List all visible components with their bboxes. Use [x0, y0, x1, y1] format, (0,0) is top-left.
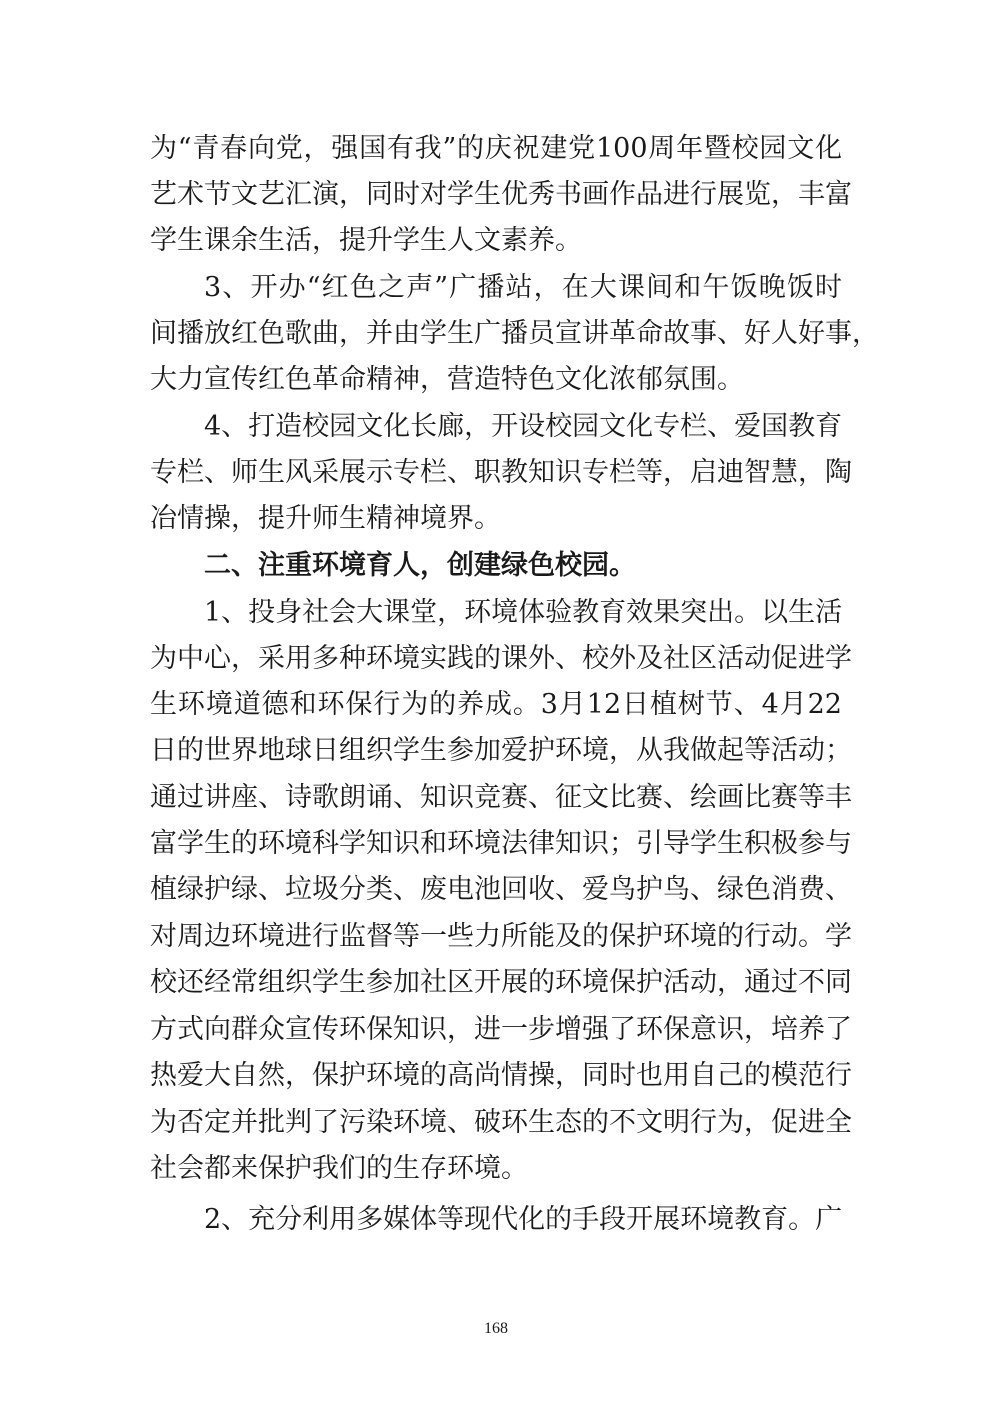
section-heading: 二、注重环境育人，创建绿色校园。 [204, 550, 636, 581]
text-line: 热爱大自然，保护环境的高尚情操，同时也用自己的模范行 [150, 1060, 852, 1091]
text-line: 方式向群众宣传环保知识，进一步增强了环保意识，培养了 [150, 1014, 852, 1045]
text-line: 社会都来保护我们的生存环境。 [150, 1153, 528, 1184]
text-line: 大力宣传红色革命精神，营造特色文化浓郁氛围。 [150, 364, 744, 395]
text-line: 日的世界地球日组织学生参加爱护环境，从我做起等活动； [150, 735, 852, 766]
text-line: 冶情操，提升师生精神境界。 [150, 503, 501, 534]
text-line: 间播放红色歌曲，并由学生广播员宣讲革命故事、好人好事， [150, 318, 879, 349]
text-line: 学生课余生活，提升学生人文素养。 [150, 225, 582, 256]
text-line: 专栏、师生风采展示专栏、职教知识专栏等，启迪智慧，陶 [150, 457, 852, 488]
paragraph-first-line: 2、充分利用多媒体等现代化的手段开展环境教育。广 [204, 1204, 843, 1235]
text-line: 植绿护绿、垃圾分类、废电池回收、爱鸟护鸟、绿色消费、 [150, 874, 852, 905]
text-line: 为“青春向党，强国有我”的庆祝建党100周年暨校园文化 [150, 133, 842, 164]
text-line: 对周边环境进行监督等一些力所能及的保护环境的行动。学 [150, 921, 852, 952]
text-line: 通过讲座、诗歌朗诵、知识竞赛、征文比赛、绘画比赛等丰 [150, 782, 852, 813]
page-number: 168 [484, 1320, 508, 1337]
text-line: 为中心，采用多种环境实践的课外、校外及社区活动促进学 [150, 643, 852, 674]
text-line: 艺术节文艺汇演，同时对学生优秀书画作品进行展览，丰富 [150, 179, 852, 210]
text-line: 富学生的环境科学知识和环境法律知识；引导学生积极参与 [150, 828, 852, 859]
text-line: 校还经常组织学生参加社区开展的环境保护活动，通过不同 [150, 967, 852, 998]
paragraph-first-line: 1、投身社会大课堂，环境体验教育效果突出。以生活 [204, 597, 843, 628]
text-line: 为否定并批判了污染环境、破环生态的不文明行为，促进全 [150, 1107, 852, 1138]
paragraph-first-line: 4、打造校园文化长廊，开设校园文化专栏、爱国教育 [204, 411, 843, 442]
paragraph-first-line: 3、开办“红色之声”广播站，在大课间和午饭晚饭时 [204, 272, 842, 303]
text-line: 生环境道德和环保行为的养成。3月12日植树节、4月22 [150, 689, 842, 720]
